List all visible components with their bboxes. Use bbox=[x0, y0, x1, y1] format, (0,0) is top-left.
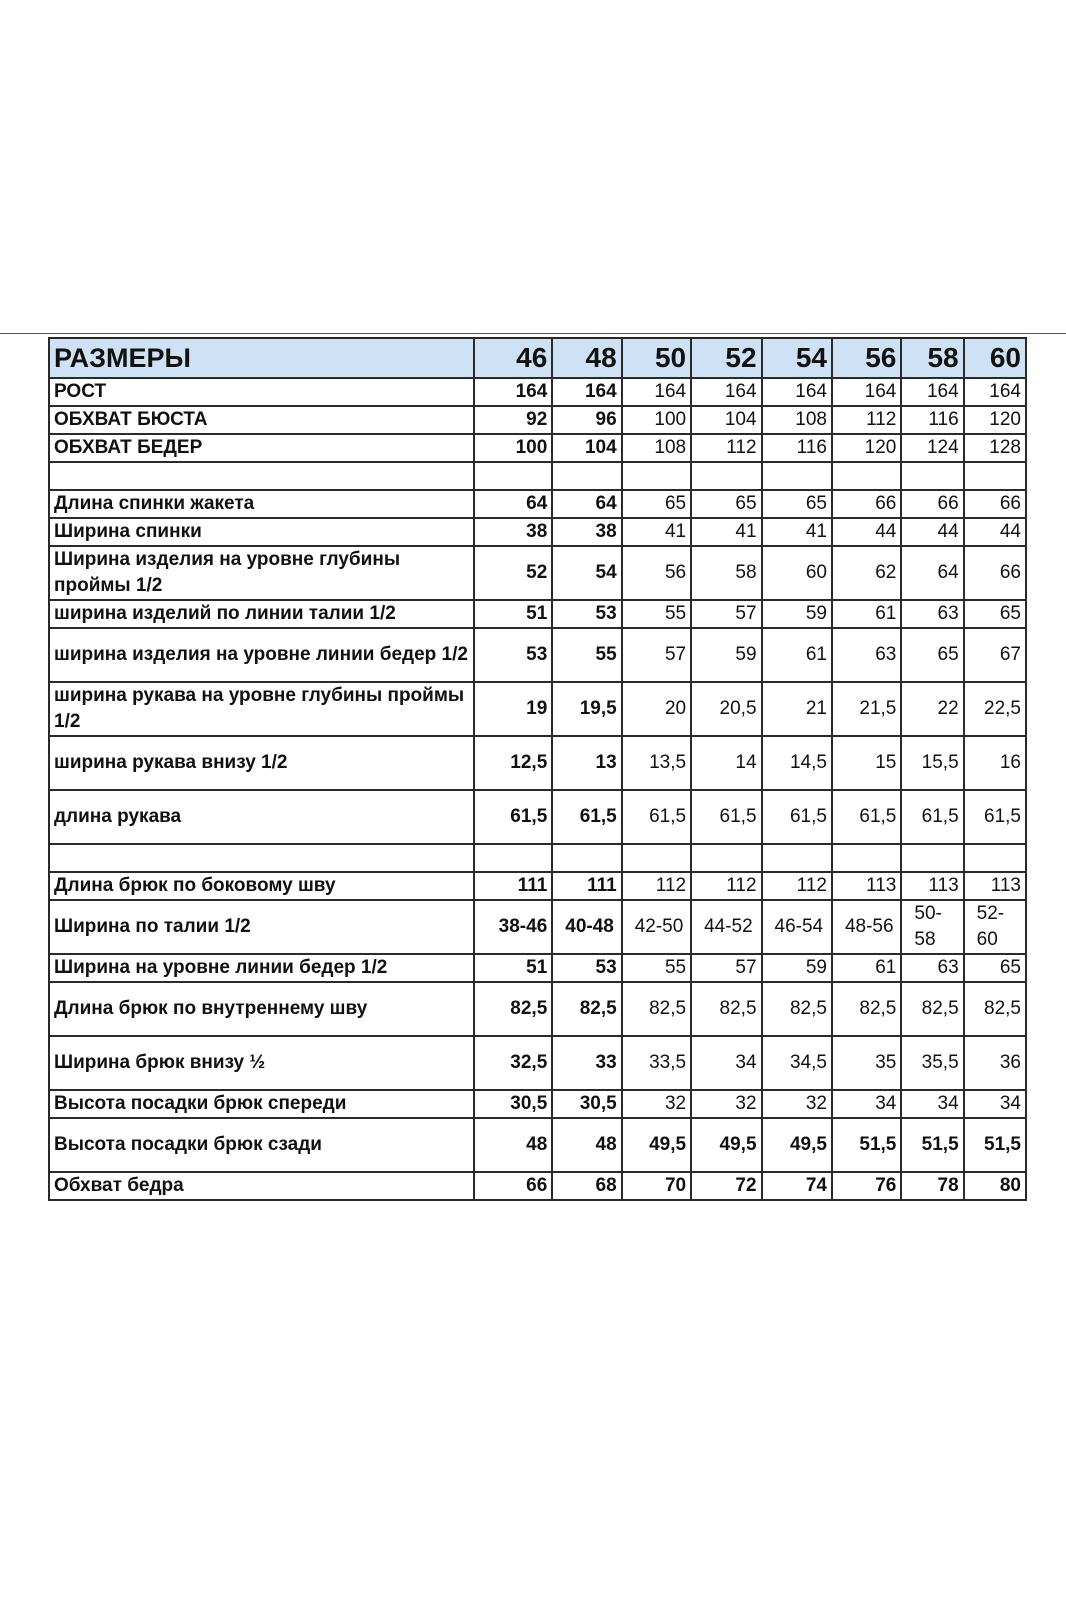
value-cell: 120 bbox=[832, 434, 901, 462]
row-label: ширина рукава на уровне глубины проймы 1/2 bbox=[49, 682, 474, 736]
value-cell: 62 bbox=[832, 546, 901, 600]
value-cell: 112 bbox=[691, 434, 761, 462]
value-cell: 113 bbox=[964, 872, 1026, 900]
value-cell: 49,5 bbox=[622, 1118, 691, 1172]
value-cell: 38 bbox=[474, 518, 553, 546]
value-cell: 51,5 bbox=[901, 1118, 963, 1172]
value-cell: 55 bbox=[622, 600, 691, 628]
value-cell: 53 bbox=[474, 628, 553, 682]
value-cell: 32 bbox=[691, 1090, 761, 1118]
value-cell: 116 bbox=[901, 406, 963, 434]
value-cell: 65 bbox=[901, 628, 963, 682]
value-cell: 21 bbox=[762, 682, 832, 736]
header-row bbox=[49, 338, 1026, 378]
value-cell: 61,5 bbox=[691, 790, 761, 844]
row-label bbox=[49, 844, 474, 872]
value-cell: 48-56 bbox=[832, 900, 901, 954]
table-row bbox=[49, 682, 1026, 736]
row-label bbox=[49, 462, 474, 490]
value-cell: 76 bbox=[832, 1172, 901, 1200]
table-row bbox=[49, 982, 1026, 1036]
table-row bbox=[49, 490, 1026, 518]
row-label: длина рукава bbox=[49, 790, 474, 844]
header-size: 50 bbox=[622, 338, 691, 378]
header-label: РАЗМЕРЫ bbox=[49, 338, 474, 378]
row-label: РОСТ bbox=[49, 378, 474, 406]
value-cell: 44 bbox=[964, 518, 1026, 546]
value-cell: 41 bbox=[762, 518, 832, 546]
value-cell bbox=[474, 462, 553, 490]
value-cell: 82,5 bbox=[964, 982, 1026, 1036]
value-cell: 65 bbox=[762, 490, 832, 518]
table-row bbox=[49, 900, 1026, 954]
value-cell: 66 bbox=[832, 490, 901, 518]
value-cell: 22 bbox=[901, 682, 963, 736]
top-rule bbox=[0, 333, 1066, 334]
value-cell: 15 bbox=[832, 736, 901, 790]
row-label: ОБХВАТ БЮСТА bbox=[49, 406, 474, 434]
value-cell: 128 bbox=[964, 434, 1026, 462]
value-cell: 42-50 bbox=[622, 900, 691, 954]
value-cell: 30,5 bbox=[552, 1090, 621, 1118]
value-cell: 111 bbox=[474, 872, 553, 900]
value-cell: 61,5 bbox=[901, 790, 963, 844]
value-cell: 61,5 bbox=[474, 790, 553, 844]
table-row bbox=[49, 378, 1026, 406]
value-cell: 32,5 bbox=[474, 1036, 553, 1090]
table-row bbox=[49, 546, 1026, 600]
value-cell: 63 bbox=[901, 600, 963, 628]
table-row bbox=[49, 1172, 1026, 1200]
value-cell: 65 bbox=[622, 490, 691, 518]
value-cell: 16 bbox=[964, 736, 1026, 790]
value-cell: 51,5 bbox=[832, 1118, 901, 1172]
value-cell: 51 bbox=[474, 954, 553, 982]
value-cell: 34 bbox=[964, 1090, 1026, 1118]
value-cell bbox=[622, 462, 691, 490]
value-cell: 104 bbox=[691, 406, 761, 434]
header-size: 60 bbox=[964, 338, 1026, 378]
value-cell bbox=[552, 462, 621, 490]
value-cell: 32 bbox=[762, 1090, 832, 1118]
value-cell: 13,5 bbox=[622, 736, 691, 790]
row-label: Ширина спинки bbox=[49, 518, 474, 546]
row-label: ОБХВАТ БЕДЕР bbox=[49, 434, 474, 462]
value-cell bbox=[691, 462, 761, 490]
table-row bbox=[49, 600, 1026, 628]
value-cell: 34 bbox=[832, 1090, 901, 1118]
header-size: 52 bbox=[691, 338, 761, 378]
value-cell: 82,5 bbox=[622, 982, 691, 1036]
value-cell: 13 bbox=[552, 736, 621, 790]
value-cell: 41 bbox=[691, 518, 761, 546]
value-cell bbox=[691, 844, 761, 872]
value-cell: 52-60 bbox=[964, 900, 1026, 954]
value-cell: 63 bbox=[901, 954, 963, 982]
value-cell: 14 bbox=[691, 736, 761, 790]
value-cell: 82,5 bbox=[901, 982, 963, 1036]
value-cell: 49,5 bbox=[691, 1118, 761, 1172]
value-cell bbox=[964, 462, 1026, 490]
value-cell: 100 bbox=[474, 434, 553, 462]
value-cell: 30,5 bbox=[474, 1090, 553, 1118]
row-label: ширина изделий по линии талии 1/2 bbox=[49, 600, 474, 628]
value-cell: 55 bbox=[622, 954, 691, 982]
value-cell: 54 bbox=[552, 546, 621, 600]
value-cell bbox=[832, 844, 901, 872]
value-cell: 92 bbox=[474, 406, 553, 434]
value-cell: 65 bbox=[964, 600, 1026, 628]
value-cell: 72 bbox=[691, 1172, 761, 1200]
value-cell: 66 bbox=[964, 546, 1026, 600]
value-cell: 112 bbox=[762, 872, 832, 900]
value-cell: 41 bbox=[622, 518, 691, 546]
row-label: Длина брюк по внутреннему шву bbox=[49, 982, 474, 1036]
value-cell: 108 bbox=[762, 406, 832, 434]
value-cell: 66 bbox=[474, 1172, 553, 1200]
table-row bbox=[49, 406, 1026, 434]
value-cell: 51,5 bbox=[964, 1118, 1026, 1172]
value-cell: 112 bbox=[691, 872, 761, 900]
table-row bbox=[49, 518, 1026, 546]
value-cell: 113 bbox=[832, 872, 901, 900]
value-cell bbox=[622, 844, 691, 872]
row-label: ширина изделия на уровне линии бедер 1/2 bbox=[49, 628, 474, 682]
value-cell: 64 bbox=[552, 490, 621, 518]
value-cell: 82,5 bbox=[762, 982, 832, 1036]
value-cell: 116 bbox=[762, 434, 832, 462]
value-cell: 48 bbox=[552, 1118, 621, 1172]
value-cell: 53 bbox=[552, 600, 621, 628]
value-cell: 19,5 bbox=[552, 682, 621, 736]
value-cell: 74 bbox=[762, 1172, 832, 1200]
row-label: Ширина по талии 1/2 bbox=[49, 900, 474, 954]
value-cell: 108 bbox=[622, 434, 691, 462]
value-cell: 34 bbox=[901, 1090, 963, 1118]
value-cell: 82,5 bbox=[552, 982, 621, 1036]
value-cell: 44 bbox=[901, 518, 963, 546]
value-cell: 59 bbox=[762, 954, 832, 982]
table-row bbox=[49, 1036, 1026, 1090]
value-cell: 164 bbox=[832, 378, 901, 406]
value-cell: 48 bbox=[474, 1118, 553, 1172]
value-cell: 46-54 bbox=[762, 900, 832, 954]
value-cell: 50-58 bbox=[901, 900, 963, 954]
value-cell: 15,5 bbox=[901, 736, 963, 790]
value-cell: 164 bbox=[622, 378, 691, 406]
value-cell: 38 bbox=[552, 518, 621, 546]
size-chart-table bbox=[48, 337, 1027, 1201]
value-cell: 67 bbox=[964, 628, 1026, 682]
value-cell bbox=[474, 844, 553, 872]
value-cell bbox=[762, 462, 832, 490]
value-cell bbox=[552, 844, 621, 872]
value-cell: 61,5 bbox=[832, 790, 901, 844]
value-cell: 51 bbox=[474, 600, 553, 628]
value-cell: 20 bbox=[622, 682, 691, 736]
value-cell: 34 bbox=[691, 1036, 761, 1090]
value-cell: 164 bbox=[762, 378, 832, 406]
value-cell: 120 bbox=[964, 406, 1026, 434]
header-size: 54 bbox=[762, 338, 832, 378]
value-cell: 32 bbox=[622, 1090, 691, 1118]
value-cell bbox=[901, 462, 963, 490]
value-cell: 164 bbox=[901, 378, 963, 406]
row-label: ширина рукава внизу 1/2 bbox=[49, 736, 474, 790]
header-size: 48 bbox=[552, 338, 621, 378]
value-cell: 82,5 bbox=[474, 982, 553, 1036]
value-cell: 113 bbox=[901, 872, 963, 900]
value-cell: 65 bbox=[964, 954, 1026, 982]
value-cell: 52 bbox=[474, 546, 553, 600]
value-cell: 33,5 bbox=[622, 1036, 691, 1090]
value-cell: 164 bbox=[691, 378, 761, 406]
value-cell: 80 bbox=[964, 1172, 1026, 1200]
value-cell: 49,5 bbox=[762, 1118, 832, 1172]
value-cell: 82,5 bbox=[691, 982, 761, 1036]
value-cell: 44 bbox=[832, 518, 901, 546]
value-cell: 61 bbox=[762, 628, 832, 682]
value-cell bbox=[762, 844, 832, 872]
value-cell bbox=[901, 844, 963, 872]
value-cell: 44-52 bbox=[691, 900, 761, 954]
value-cell: 164 bbox=[552, 378, 621, 406]
value-cell: 14,5 bbox=[762, 736, 832, 790]
value-cell: 58 bbox=[691, 546, 761, 600]
value-cell: 35,5 bbox=[901, 1036, 963, 1090]
value-cell: 164 bbox=[474, 378, 553, 406]
header-size: 46 bbox=[474, 338, 553, 378]
value-cell: 96 bbox=[552, 406, 621, 434]
value-cell: 64 bbox=[474, 490, 553, 518]
value-cell: 100 bbox=[622, 406, 691, 434]
table-row bbox=[49, 790, 1026, 844]
value-cell bbox=[964, 844, 1026, 872]
value-cell: 35 bbox=[832, 1036, 901, 1090]
value-cell: 64 bbox=[901, 546, 963, 600]
value-cell: 57 bbox=[691, 600, 761, 628]
value-cell: 57 bbox=[622, 628, 691, 682]
value-cell: 104 bbox=[552, 434, 621, 462]
value-cell: 55 bbox=[552, 628, 621, 682]
row-label: Длина брюк по боковому шву bbox=[49, 872, 474, 900]
value-cell: 40-48 bbox=[552, 900, 621, 954]
value-cell: 112 bbox=[622, 872, 691, 900]
value-cell: 112 bbox=[832, 406, 901, 434]
row-label: Высота посадки брюк спереди bbox=[49, 1090, 474, 1118]
spacer-row bbox=[49, 462, 1026, 490]
value-cell: 65 bbox=[691, 490, 761, 518]
value-cell: 124 bbox=[901, 434, 963, 462]
header-size: 56 bbox=[832, 338, 901, 378]
table-row bbox=[49, 872, 1026, 900]
row-label: Длина спинки жакета bbox=[49, 490, 474, 518]
value-cell: 61,5 bbox=[622, 790, 691, 844]
value-cell: 20,5 bbox=[691, 682, 761, 736]
value-cell: 70 bbox=[622, 1172, 691, 1200]
value-cell: 19 bbox=[474, 682, 553, 736]
value-cell: 57 bbox=[691, 954, 761, 982]
value-cell: 56 bbox=[622, 546, 691, 600]
value-cell: 21,5 bbox=[832, 682, 901, 736]
header-size: 58 bbox=[901, 338, 963, 378]
value-cell: 61,5 bbox=[762, 790, 832, 844]
row-label: Ширина изделия на уровне глубины проймы 1/2 bbox=[49, 546, 474, 600]
value-cell: 61,5 bbox=[552, 790, 621, 844]
value-cell: 53 bbox=[552, 954, 621, 982]
table-row bbox=[49, 1090, 1026, 1118]
value-cell: 59 bbox=[691, 628, 761, 682]
value-cell: 60 bbox=[762, 546, 832, 600]
value-cell: 111 bbox=[552, 872, 621, 900]
value-cell: 82,5 bbox=[832, 982, 901, 1036]
value-cell: 164 bbox=[964, 378, 1026, 406]
value-cell: 61,5 bbox=[964, 790, 1026, 844]
value-cell: 59 bbox=[762, 600, 832, 628]
table-row bbox=[49, 736, 1026, 790]
value-cell: 36 bbox=[964, 1036, 1026, 1090]
spacer-row bbox=[49, 844, 1026, 872]
row-label: Высота посадки брюк сзади bbox=[49, 1118, 474, 1172]
row-label: Обхват бедра bbox=[49, 1172, 474, 1200]
value-cell: 33 bbox=[552, 1036, 621, 1090]
value-cell: 66 bbox=[901, 490, 963, 518]
table-row bbox=[49, 1118, 1026, 1172]
value-cell: 66 bbox=[964, 490, 1026, 518]
value-cell bbox=[832, 462, 901, 490]
value-cell: 12,5 bbox=[474, 736, 553, 790]
value-cell: 61 bbox=[832, 954, 901, 982]
table-row bbox=[49, 628, 1026, 682]
row-label: Ширина брюк внизу ½ bbox=[49, 1036, 474, 1090]
table-row bbox=[49, 954, 1026, 982]
value-cell: 63 bbox=[832, 628, 901, 682]
value-cell: 22,5 bbox=[964, 682, 1026, 736]
value-cell: 68 bbox=[552, 1172, 621, 1200]
row-label: Ширина на уровне линии бедер 1/2 bbox=[49, 954, 474, 982]
value-cell: 38-46 bbox=[474, 900, 553, 954]
table-row bbox=[49, 434, 1026, 462]
value-cell: 78 bbox=[901, 1172, 963, 1200]
value-cell: 61 bbox=[832, 600, 901, 628]
value-cell: 34,5 bbox=[762, 1036, 832, 1090]
